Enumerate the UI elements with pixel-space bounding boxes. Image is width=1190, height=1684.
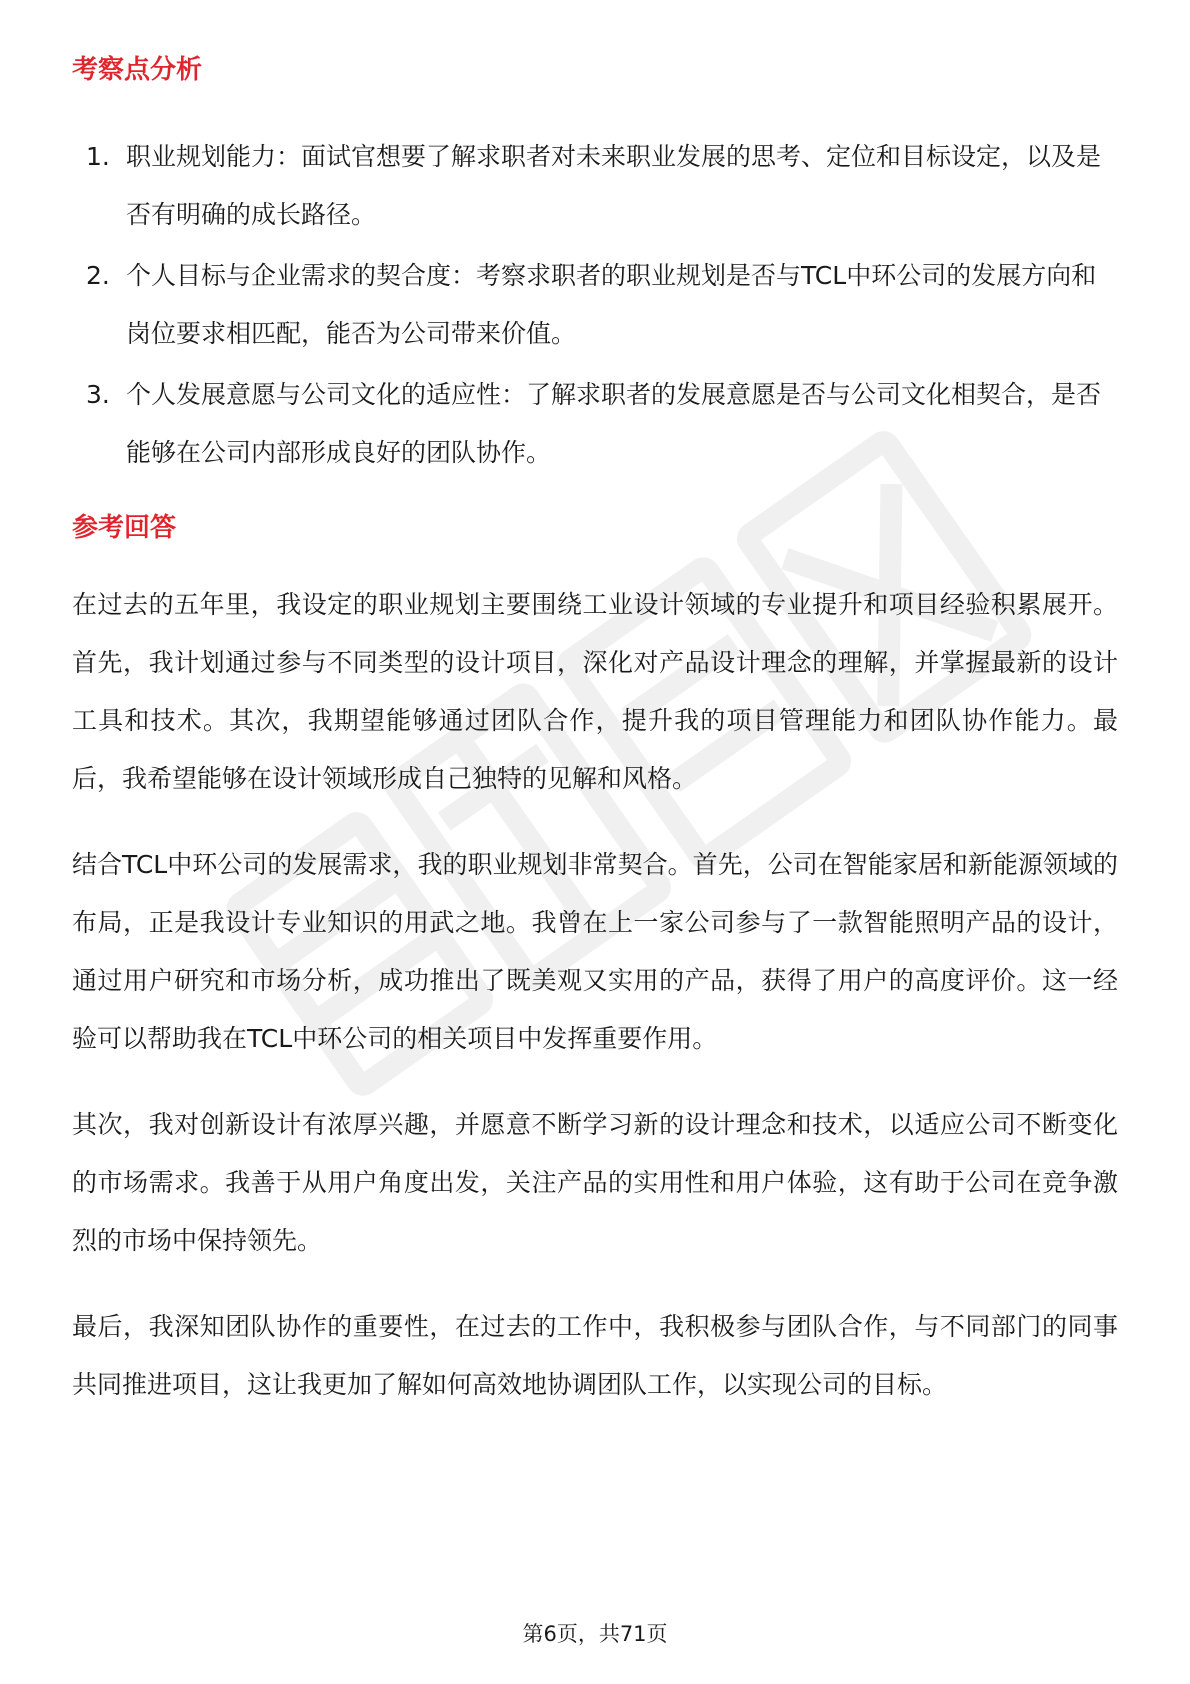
- answer-paragraph: 结合TCL中环公司的发展需求，我的职业规划非常契合。首先，公司在智能家居和新能源领域的布局，正是我设计专业知识的用武之地。我曾在上一家公司参与了一款智能照明产品的设计，通过用户研究和市场分析，成功推出了既美观又实用的产品，获得了用户的高度评价。这一经验可以帮助我在TCL中环公司的相关项目中发挥重要作用。: [72, 850, 1118, 1053]
- list-item: [72, 247, 1118, 363]
- page-number: 第6页，共71页: [522, 1622, 668, 1646]
- analysis-list: [72, 128, 1118, 482]
- answer-paragraph: 最后，我深知团队协作的重要性，在过去的工作中，我积极参与团队合作，与不同部门的同事共同推进项目，这让我更加了解如何高效地协调团队工作，以实现公司的目标。: [72, 1312, 1118, 1399]
- list-item-text: 个人发展意愿与公司文化的适应性：了解求职者的发展意愿是否与公司文化相契合，是否能够在公司内部形成良好的团队协作。: [126, 380, 1102, 467]
- answer-paragraph: 其次，我对创新设计有浓厚兴趣，并愿意不断学习新的设计理念和技术，以适应公司不断变化的市场需求。我善于从用户角度出发，关注产品的实用性和用户体验，这有助于公司在竞争激烈的市场中保持领先。: [72, 1110, 1118, 1255]
- list-item-number: 3.: [86, 380, 110, 409]
- answer-paragraph: 在过去的五年里，我设定的职业规划主要围绕工业设计领域的专业提升和项目经验积累展开。首先，我计划通过参与不同类型的设计项目，深化对产品设计理念的理解，并掌握最新的设计工具和技术。其次，我期望能够通过团队合作，提升我的项目管理能力和团队协作能力。最后，我希望能够在设计领域形成自己独特的见解和风格。: [72, 590, 1118, 793]
- answer-heading: 参考回答: [72, 513, 177, 543]
- main-content: [72, 50, 1118, 1442]
- list-item-text: 职业规划能力：面试官想要了解求职者对未来职业发展的思考、定位和目标设定，以及是否有明确的成长路径。: [126, 142, 1102, 229]
- list-item-number: 1.: [86, 142, 110, 171]
- analysis-heading: 考察点分析: [72, 55, 203, 85]
- list-item-number: 2.: [86, 261, 110, 290]
- list-item: [72, 128, 1118, 244]
- list-item-text: 个人目标与企业需求的契合度：考察求职者的职业规划是否与TCL中环公司的发展方向和岗位要求相匹配，能否为公司带来价值。: [126, 261, 1097, 348]
- list-item: [72, 366, 1118, 482]
